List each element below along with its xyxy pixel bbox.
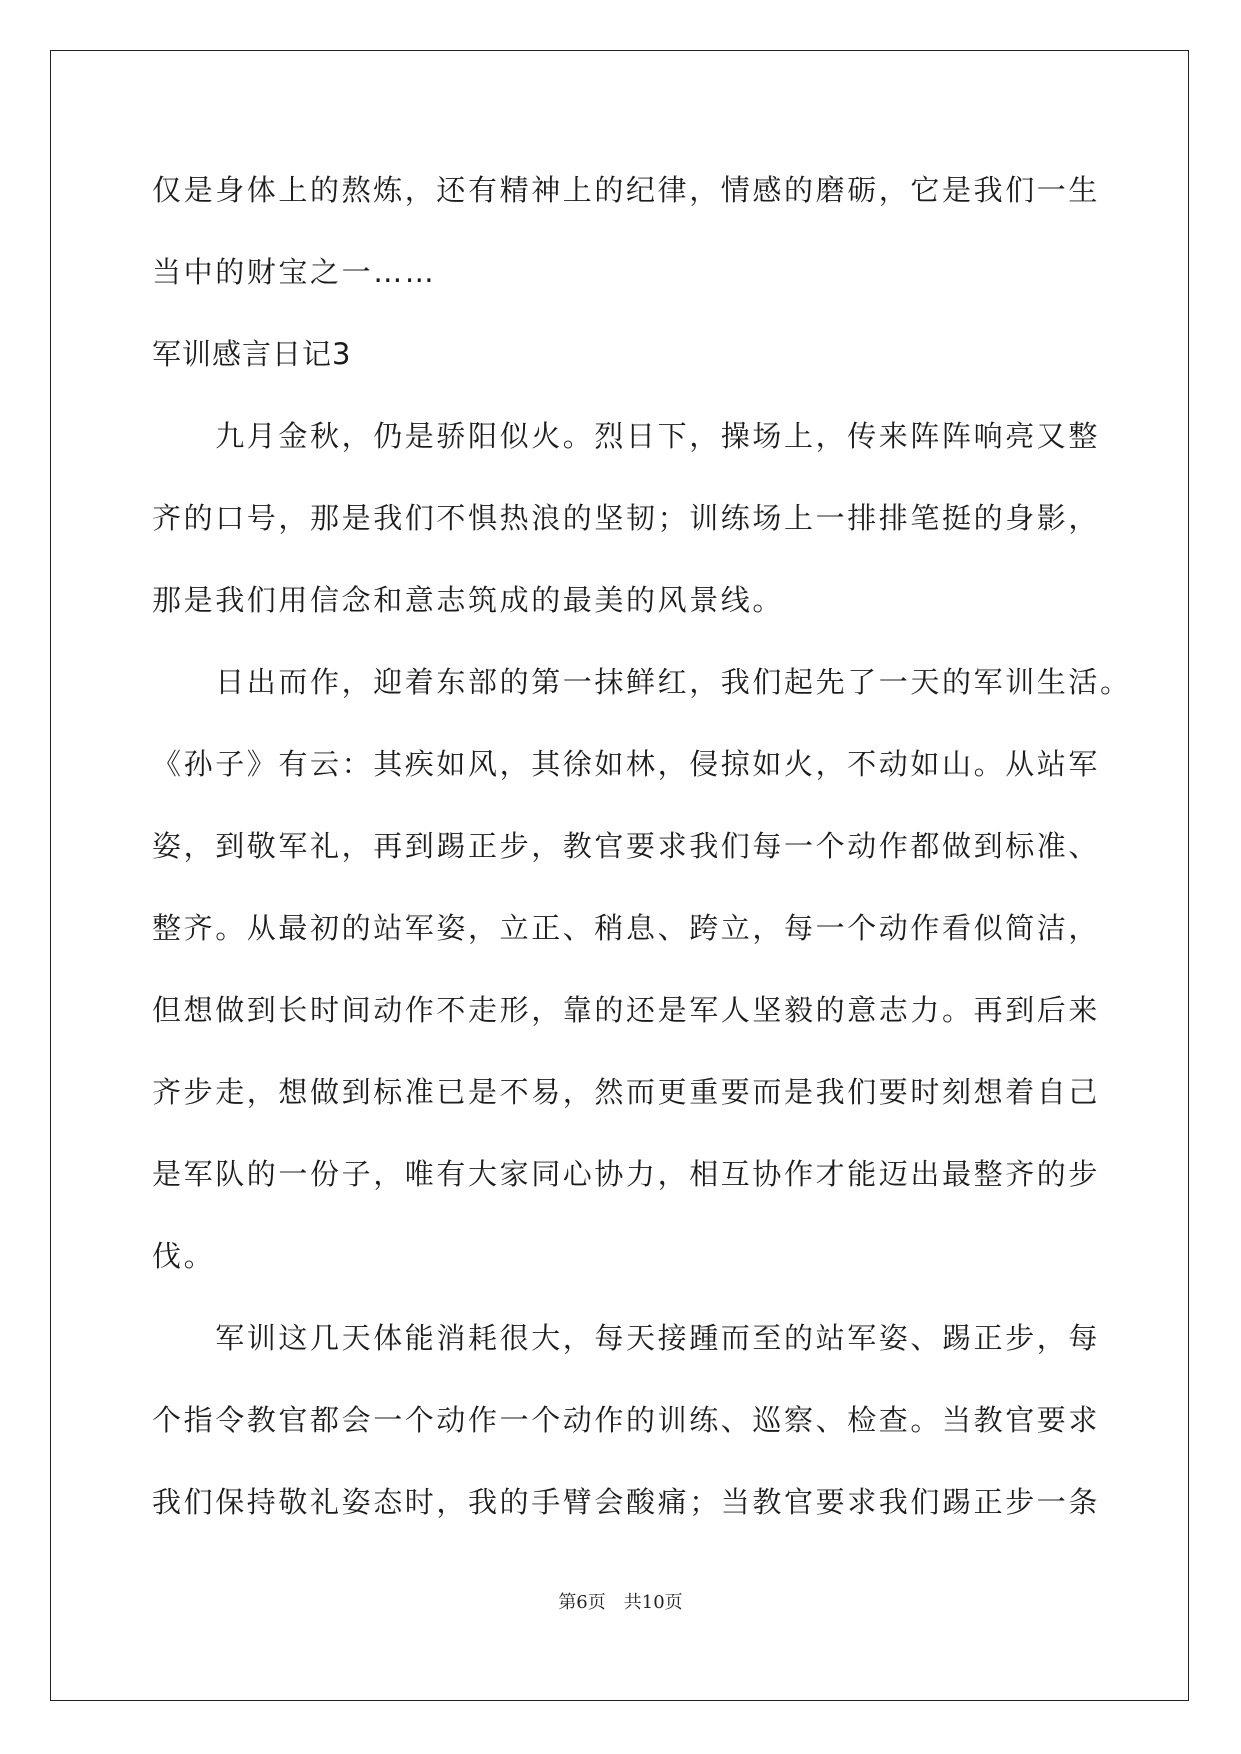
text-line: 《孙子》有云：其疾如风，其徐如林，侵掠如火，不动如山。从站军 — [152, 747, 1101, 781]
text-line: 姿，到敬军礼，再到踢正步，教官要求我们每一个动作都做到标准、 — [152, 829, 1101, 863]
text-line: 那是我们用信念和意志筑成的最美的风景线。 — [152, 583, 785, 617]
text-line: 仅是身体上的熬炼，还有精神上的纪律，情感的磨砺，它是我们一生 — [152, 173, 1101, 207]
text-line: 齐步走，想做到标准已是不易，然而更重要而是我们要时刻想着自己 — [152, 1075, 1101, 1109]
text-line: 是军队的一份子，唯有大家同心协力，相互协作才能迈出最整齐的步 — [152, 1157, 1101, 1191]
section-heading: 军训感言日记3 — [152, 337, 352, 371]
text-line: 九月金秋，仍是骄阳似火。烈日下，操场上，传来阵阵响亮又整 — [152, 419, 1101, 453]
text-line: 齐的口号，那是我们不惧热浪的坚韧；训练场上一排排笔挺的身影， — [152, 501, 1101, 535]
text-line: 但想做到长时间动作不走形，靠的还是军人坚毅的意志力。再到后来 — [152, 993, 1101, 1027]
page-footer — [0, 1588, 1241, 1614]
text-line: 日出而作，迎着东部的第一抹鲜红，我们起先了一天的军训生活。 — [152, 665, 1132, 699]
text-line: 个指令教官都会一个动作一个动作的训练、巡察、检查。当教官要求 — [152, 1403, 1101, 1437]
text-line: 当中的财宝之一…… — [152, 255, 437, 289]
text-line: 整齐。从最初的站军姿，立正、稍息、跨立，每一个动作看似简洁， — [152, 911, 1101, 945]
page-border — [50, 50, 1189, 1701]
page-number: 第6页 共10页 — [558, 1592, 683, 1613]
text-line: 我们保持敬礼姿态时，我的手臂会酸痛；当教官要求我们踢正步一条 — [152, 1485, 1101, 1519]
text-line: 军训这几天体能消耗很大，每天接踵而至的站军姿、踢正步，每 — [152, 1321, 1101, 1355]
text-line: 伐。 — [152, 1239, 216, 1273]
